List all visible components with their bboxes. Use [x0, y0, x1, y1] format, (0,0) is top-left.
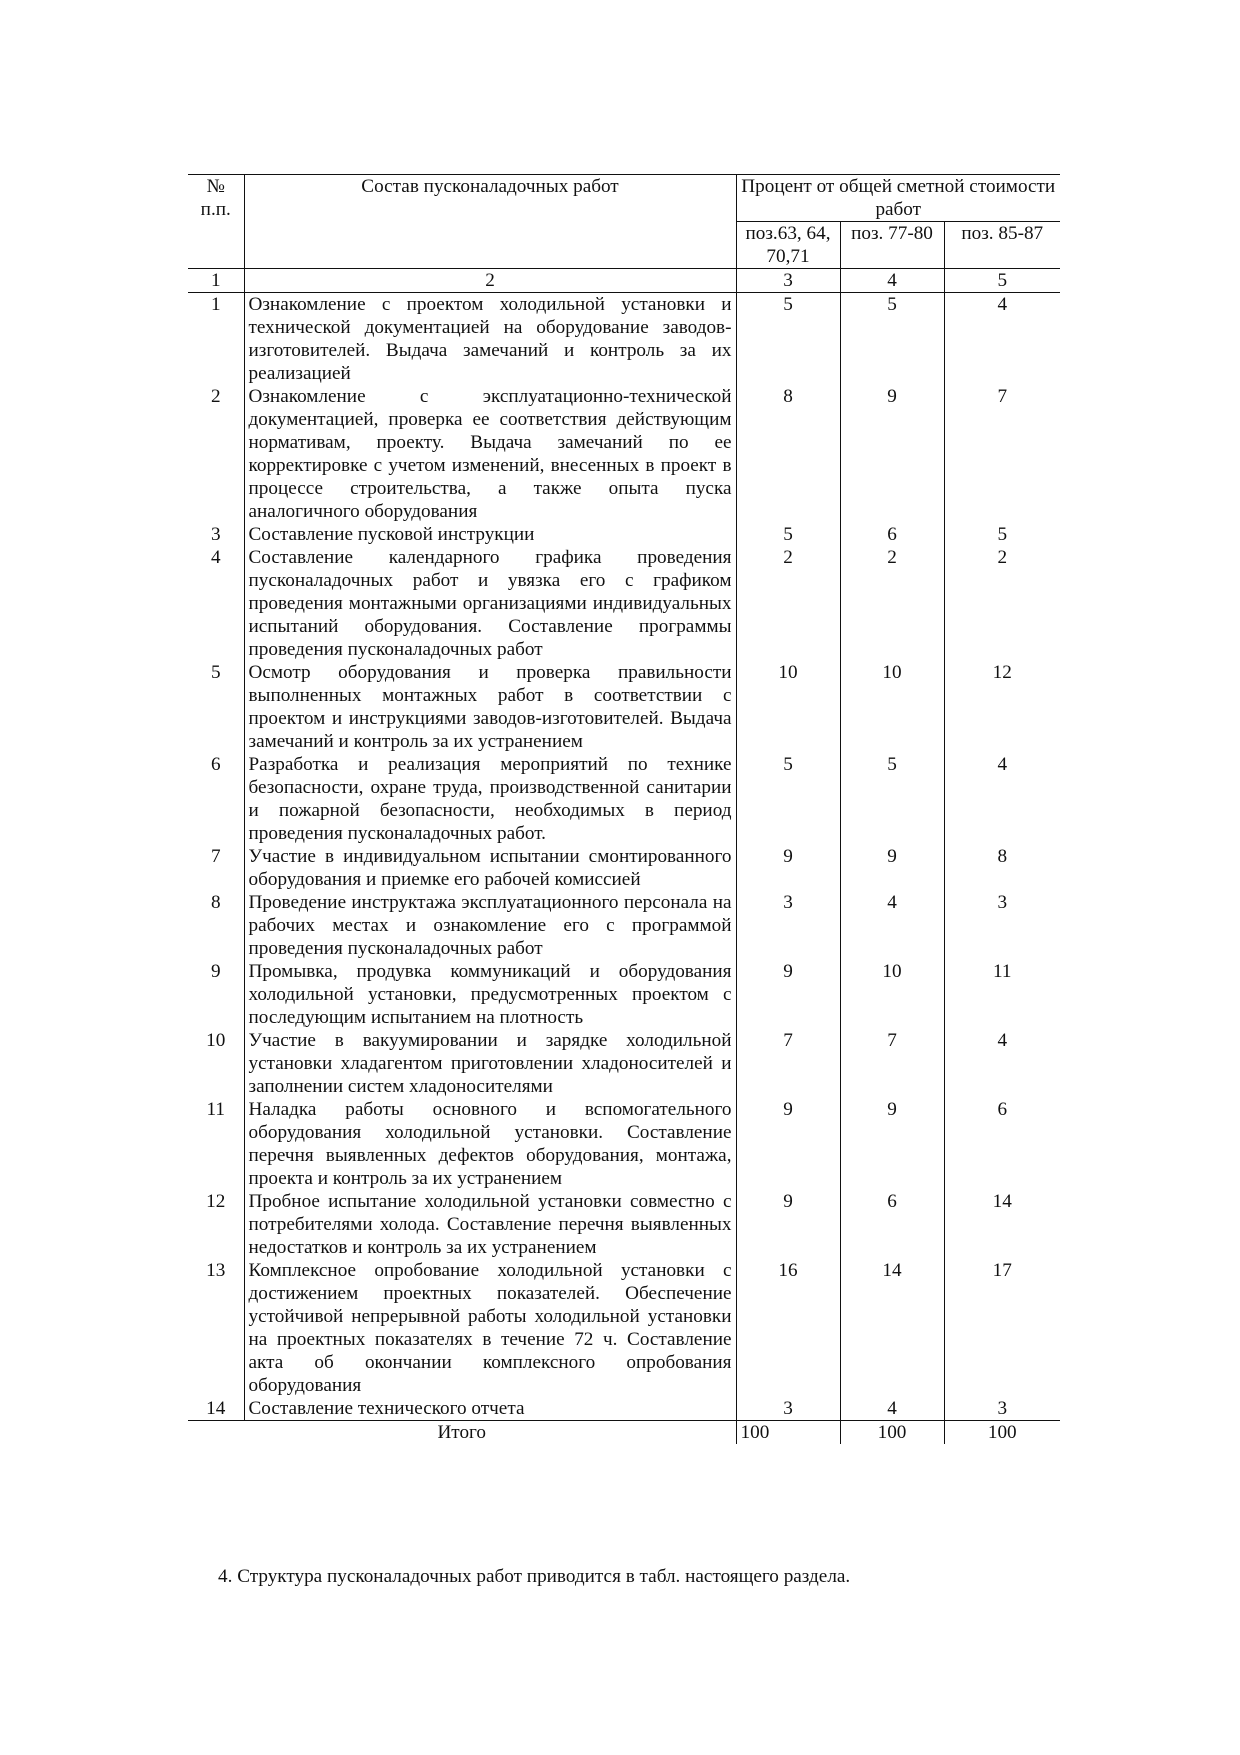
- total-label: Итого: [188, 1421, 736, 1445]
- row-description: Ознакомление с проектом холодильной установки и технической документацией на оборудование заводов-изготовителей. Выдача замечаний и контроль за их реализацией: [244, 293, 736, 386]
- table-row: [188, 1190, 1060, 1259]
- row-number: 12: [206, 1191, 226, 1212]
- row-number: 10: [206, 1030, 226, 1051]
- row-value-col3: 5: [736, 523, 840, 546]
- row-value-col4: 9: [840, 845, 944, 891]
- row-value-col3: 3: [736, 891, 840, 960]
- row-description: Промывка, продувка коммуникаций и оборудования холодильной установки, предусмотренных проектом с последующим испытанием на плотность: [244, 960, 736, 1029]
- row-description: Составление пусковой инструкции: [244, 523, 736, 546]
- total-col4: 100: [840, 1421, 944, 1445]
- row-description: Наладка работы основного и вспомогательного оборудования холодильной установки. Составление перечня выявленных дефектов оборудования, монтажа, проекта и контроль за их устранением: [244, 1098, 736, 1190]
- row-value-col3: 2: [736, 546, 840, 661]
- works-table: [188, 174, 1060, 1444]
- row-number: 6: [210, 754, 221, 775]
- table-row: [188, 385, 1060, 523]
- row-description: Разработка и реализация мероприятий по технике безопасности, охране труда, производственной санитарии и пожарной безопасности, необходимых в период проведения пусконаладочных работ.: [244, 753, 736, 845]
- footnote-text: 4. Структура пусконаладочных работ приводится в табл. настоящего раздела.: [218, 1566, 851, 1587]
- header-col3: поз.63, 64, 70,71: [736, 222, 840, 269]
- row-value-col5: 12: [944, 661, 1060, 753]
- row-value-col5: 7: [944, 385, 1060, 523]
- row-value-col4: 14: [840, 1259, 944, 1397]
- row-value-col3: 5: [736, 293, 840, 386]
- header-percent: Процент от общей сметной стоимости работ: [736, 175, 1060, 222]
- row-number: 5: [210, 662, 221, 683]
- row-number: 3: [210, 524, 221, 545]
- table-row: [188, 1098, 1060, 1190]
- table-row: [188, 845, 1060, 891]
- colnum-2: 2: [244, 269, 736, 293]
- colnum-4: 4: [840, 269, 944, 293]
- row-value-col5: 4: [944, 1029, 1060, 1098]
- row-number: 13: [206, 1260, 226, 1281]
- row-value-col4: 7: [840, 1029, 944, 1098]
- row-value-col5: 14: [944, 1190, 1060, 1259]
- total-col5: 100: [944, 1421, 1060, 1445]
- row-number: 14: [206, 1398, 226, 1419]
- row-value-col4: 6: [840, 1190, 944, 1259]
- header-num: № п.п.: [200, 176, 231, 220]
- row-value-col3: 9: [736, 1190, 840, 1259]
- row-description: Комплексное опробование холодильной установки с достижением проектных показателей. Обеспечение устойчивой непрерывной работы холодильной установки на проектных показателях в течение 72 ч. Составление акта об окончании комплексного опробования оборудования: [244, 1259, 736, 1397]
- table-row: [188, 661, 1060, 753]
- header-desc: Состав пусконаладочных работ: [244, 175, 736, 269]
- row-value-col4: 2: [840, 546, 944, 661]
- row-number: 4: [210, 547, 221, 568]
- row-value-col5: 4: [944, 293, 1060, 386]
- table-row: [188, 546, 1060, 661]
- row-description: Участие в индивидуальном испытании смонтированного оборудования и приемке его рабочей комиссией: [244, 845, 736, 891]
- table-row: [188, 1397, 1060, 1421]
- row-value-col3: 10: [736, 661, 840, 753]
- row-description: Ознакомление с эксплуатационно-технической документацией, проверка ее соответствия действующим нормативам, проекту. Выдача замечаний по ее корректировке с учетом изменений, внесенных в проект в процессе строительства, а также опыта пуска аналогичного оборудования: [244, 385, 736, 523]
- row-value-col3: 3: [736, 1397, 840, 1421]
- row-value-col5: 3: [944, 1397, 1060, 1421]
- table-row: [188, 891, 1060, 960]
- total-col3: 100: [736, 1421, 840, 1445]
- table-body: [188, 293, 1060, 1421]
- row-value-col4: 4: [840, 891, 944, 960]
- row-description: Составление технического отчета: [244, 1397, 736, 1421]
- row-value-col4: 4: [840, 1397, 944, 1421]
- row-value-col4: 10: [840, 661, 944, 753]
- colnum-5: 5: [944, 269, 1060, 293]
- row-value-col4: 5: [840, 293, 944, 386]
- row-description: Участие в вакуумировании и зарядке холодильной установки хладагентом приготовлении хладоносителей и заполнении систем хладоносителями: [244, 1029, 736, 1098]
- row-value-col3: 8: [736, 385, 840, 523]
- row-value-col5: 5: [944, 523, 1060, 546]
- row-value-col3: 9: [736, 960, 840, 1029]
- row-value-col5: 11: [944, 960, 1060, 1029]
- row-number: 1: [188, 293, 244, 386]
- row-value-col4: 10: [840, 960, 944, 1029]
- colnum-1: 1: [188, 269, 244, 293]
- row-value-col4: 9: [840, 1098, 944, 1190]
- colnum-3: 3: [736, 269, 840, 293]
- row-value-col3: 9: [736, 1098, 840, 1190]
- row-description: Проведение инструктажа эксплуатационного персонала на рабочих местах и ознакомление его с программой проведения пусконаладочных работ: [244, 891, 736, 960]
- table-row: [188, 293, 1060, 386]
- table-row: [188, 753, 1060, 845]
- row-number: 8: [210, 892, 221, 913]
- header-col4: поз. 77-80: [840, 222, 944, 269]
- row-number: 9: [210, 961, 221, 982]
- row-description: Пробное испытание холодильной установки совместно с потребителями холода. Составление перечня выявленных недостатков и контроль за их устранением: [244, 1190, 736, 1259]
- row-value-col4: 6: [840, 523, 944, 546]
- row-number: 2: [210, 386, 221, 407]
- header-col5: поз. 85-87: [944, 222, 1060, 269]
- row-value-col5: 8: [944, 845, 1060, 891]
- row-number: 11: [206, 1099, 225, 1120]
- table-row: [188, 1259, 1060, 1397]
- table-row: [188, 1029, 1060, 1098]
- row-value-col4: 9: [840, 385, 944, 523]
- row-value-col5: 3: [944, 891, 1060, 960]
- row-value-col5: 4: [944, 753, 1060, 845]
- row-value-col3: 9: [736, 845, 840, 891]
- table-row: [188, 960, 1060, 1029]
- row-description: Осмотр оборудования и проверка правильности выполненных монтажных работ в соответствии с проектом и инструкциями заводов-изготовителей. Выдача замечаний и контроль за их устранением: [244, 661, 736, 753]
- row-description: Составление календарного графика проведения пусконаладочных работ и увязка его с графиком проведения монтажными организациями индивидуальных испытаний оборудования. Составление программы проведения пусконаладочных работ: [244, 546, 736, 661]
- row-number: 7: [210, 846, 221, 867]
- row-value-col5: 17: [944, 1259, 1060, 1397]
- table-row: [188, 523, 1060, 546]
- row-value-col4: 5: [840, 753, 944, 845]
- row-value-col5: 2: [944, 546, 1060, 661]
- row-value-col3: 5: [736, 753, 840, 845]
- row-value-col3: 16: [736, 1259, 840, 1397]
- row-value-col3: 7: [736, 1029, 840, 1098]
- document-sheet: [188, 174, 1060, 1444]
- row-value-col5: 6: [944, 1098, 1060, 1190]
